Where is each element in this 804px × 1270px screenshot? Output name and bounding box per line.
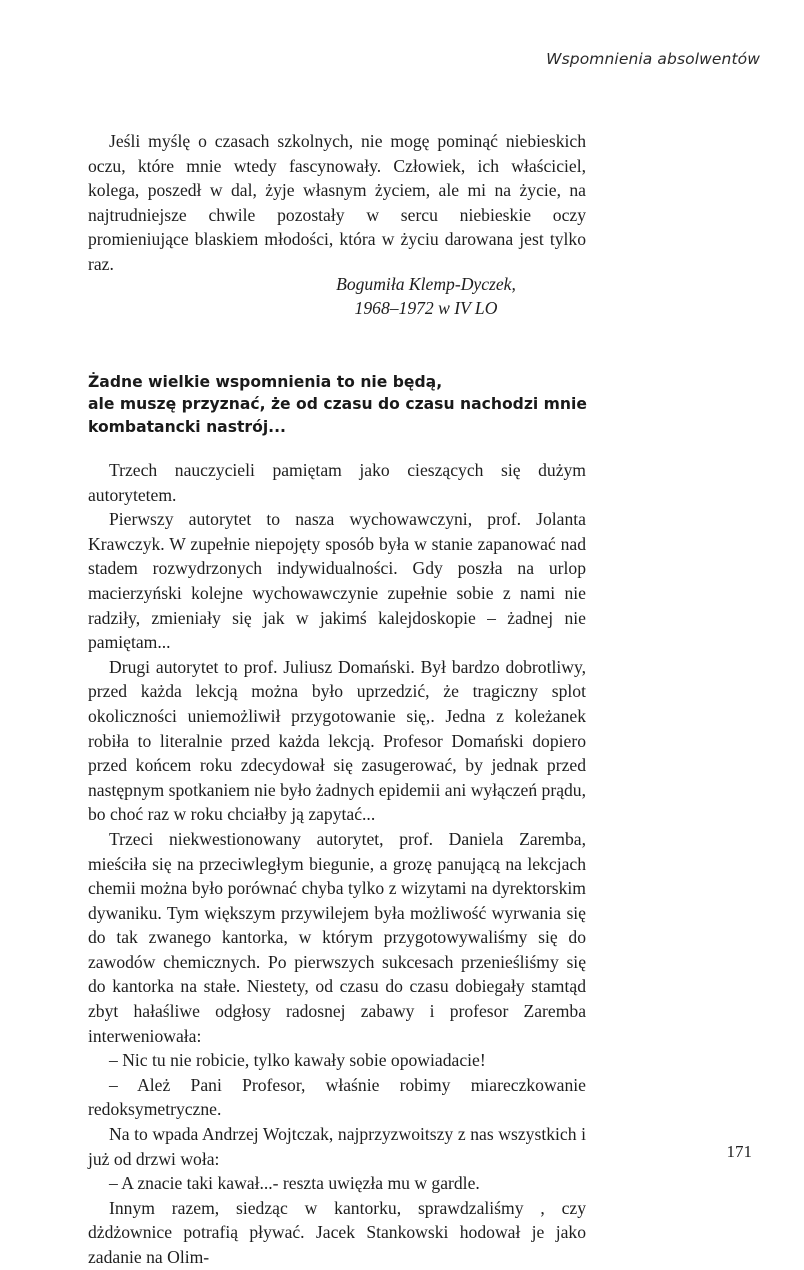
page-number: 171 [726, 1142, 752, 1161]
section-heading-line: Żadne wielkie wspomnienia to nie będą, [88, 373, 443, 391]
story-paragraph: Trzech nauczycieli pamiętam jako cieszących się dużym autorytetem. [88, 460, 586, 505]
story-paragraph: Trzeci niekwestionowany autorytet, prof. Daniela Zaremba, mieściła się na przeciwległym biegunie, a grozę panującą na lekcjach chemii można było porównać chyba tylko z wizytami na dyrektorskim dywaniku. Tym większym przywilejem była możliwość wyrwania się do tak zwanego kantorka, w którym przygotowywaliśmy się do zawodów chemicznych. Po pierwszych sukcesach przenieśliśmy się do kantorka na stałe. Niestety, od czasu do czasu dobiegały stamtąd zbyt hałaśliwe odgłosy radosnej zabawy i profesor Zaremba interweniowała: [88, 828, 586, 1046]
story-paragraph: Drugi autorytet to prof. Juliusz Domański. Był bardzo dobrotliwy, przed każda lekcją można było uprzedzić, że tragiczny splot okoliczności uniemożliwił przygotowanie się,. Jedna z koleżanek robiła to literalnie przed każda lekcją. Profesor Domański dopiero przed końcem roku zdecydował się zasugerować, by jednak przed następnym spotkaniem nie było żadnych epidemii ani wyłączeń prądu, bo choć raz w roku chciałby ją zapytać... [88, 656, 586, 825]
story-paragraph: Na to wpada Andrzej Wojtczak, najprzyzwoitszy z nas wszystkich i już od drzwi woła: [88, 1124, 586, 1169]
section-heading-line: ale muszę przyznać, że od czasu do czasu nachodzi mnie [88, 395, 587, 414]
signature-name: Bogumiła Klemp-Dyczek, [336, 274, 516, 294]
story-paragraph: Pierwszy autorytet to nasza wychowawczyni, prof. Jolanta Krawczyk. W zupełnie niepojęty sposób była w stanie zapanować nad stadem rozwydrzonych indywidualności. Gdy poszła na urlop macierzyński kolejne wychowawczynie zupełnie sobie z nami nie radziły, zmieniały się jak w jakimś kalejdoskopie – żadnej nie pamiętam... [88, 509, 586, 653]
letter-paragraph: Jeśli myślę o czasach szkolnych, nie mogę pominąć niebieskich oczu, które mnie wtedy fascynowały. Człowiek, ich właściciel, kolega, poszedł w dal, żyje własnym życiem, ale mi na życie, na najtrudniejsze chwile pozostały w sercu niebieskie oczy promieniujące blaskiem młodości, która w życiu darowana jest tylko raz. [88, 131, 586, 274]
dialogue-line: – A znacie taki kawał...- reszta uwięzła mu w gardle. [109, 1173, 480, 1194]
story-text [88, 458, 586, 1270]
letter-text [88, 129, 586, 277]
dialogue-line: – Nic tu nie robicie, tylko kawały sobie opowiadacie! [109, 1050, 486, 1071]
signature-years: 1968–1972 w IV LO [354, 298, 498, 318]
dialogue-line: – Ależ Pani Profesor, właśnie robimy miareczkowanie redoksymetryczne. [88, 1074, 586, 1120]
running-header: Wspomnienia absolwentów [546, 50, 760, 68]
story-paragraph: Innym razem, siedząc w kantorku, sprawdzaliśmy , czy dżdżownice potrafią pływać. Jacek Stankowski hodował je jako zadanie na Olim- [88, 1197, 586, 1267]
section-heading-line: kombatancki nastrój... [88, 417, 286, 436]
section-heading [88, 371, 587, 438]
author-signature [300, 272, 552, 320]
